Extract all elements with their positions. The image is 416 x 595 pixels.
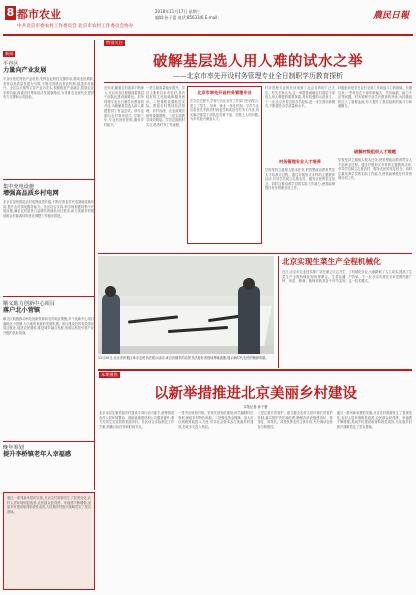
column-divider	[278, 256, 279, 368]
title-underline	[104, 82, 412, 83]
right-article	[282, 256, 412, 370]
bottom-article-body	[99, 402, 412, 590]
main-article-subtitle: ——北京市率先开设村务管理专业全日制职学历教育探析	[173, 72, 343, 80]
main-article-column-5	[338, 86, 412, 252]
sidebar-article-body: 北京市加快推进农村电网改造升级,不断完善农村充电基础设施布局,提升农村供电服务能力。各区结合实际,科学规划建设集中充电设施,满足农村居民日益增长的绿色出行需求,助力美丽乡村建设和农村能源结构优化调整工作稳步推进。	[3, 200, 94, 218]
column-name: 都市农业	[17, 8, 61, 21]
sidebar-article-kicker: 晚年筹划	[3, 445, 24, 451]
bottom-article-column-3: 三是注重长效管护。建立健全农村人居环境长效管护机制,落实管护责任和经费,确保各项设施建得好、管得住、用得长。四是发挥农民主体作用,充分调动农民参与积极性。	[257, 411, 333, 429]
sidebar-article-2[interactable]	[3, 182, 94, 294]
bottom-article-column-1: 北京市以实施美丽乡村建设专项行动为抓手,统筹推进农村人居环境整治、基础设施建设和公共服务提升,着力打造生态宜居的美丽乡村。各区结合实际制定工作方案,明确目标任务和时间节点。	[99, 411, 175, 429]
bottom-article-column-4: 通过一系列新举措的实施,北京农村面貌发生了显著变化,农村人居环境明显改善,农民群众获得感、幸福感不断增强,美丽乡村建设取得阶段性成效,为实施乡村振兴战略奠定了坚实基础。	[336, 411, 412, 429]
sidebar-bottom-body: 通过一系列新举措的实施,北京农村面貌发生了显著变化,农村人居环境明显改善,农民群众获得感、幸福感不断增强,美丽乡村建设取得阶段性成效,为实施乡村振兴战略奠定了坚实基础。	[7, 496, 91, 514]
newspaper-logo: 農民日報	[372, 11, 409, 21]
left-sidebar	[3, 40, 95, 490]
column-body: 村务管理专业的开设得到了社会各界的广泛关注。有关专家认为,这一举措是破解农村基层干部选人用人难题的重要探索,具有较强的示范意义。下一步,北京市将总结办学经验,进一步完善培养模式,不断提升办学质量和水平。	[265, 86, 335, 109]
calligraphy-photo[interactable]	[98, 256, 274, 354]
inset-box-title: 北京市率先开设村务管理专业	[197, 90, 252, 95]
sidebar-article-title: 落户北小营镇	[3, 307, 41, 314]
column-body: 村级组织是党在农村全部工作和战斗力的基础。长期以来,一些村存在干部年龄偏大、学历偏低、能力不足等问题。村务管理专业学历教育的开设,为村级组织注入了新鲜血液,有力提升了基层组织的战斗力和凝聚力。	[338, 86, 412, 109]
photo-person	[102, 294, 120, 354]
column-subhead: 村务管理专业人才培养	[279, 159, 321, 164]
main-article-inset-box	[187, 86, 262, 244]
sidebar-bottom-box	[3, 492, 95, 590]
sidebar-article-kicker: 顺义助力创新中心项目	[3, 301, 55, 307]
sidebar-divider	[3, 441, 94, 442]
photo-person	[238, 286, 260, 354]
issue-meta	[155, 9, 219, 21]
photo-person-head	[243, 278, 255, 290]
page-header	[3, 4, 413, 36]
bottom-article-column-2: 一是突出规划引领。坚持先规划后建设,科学编制村庄规划,保留乡村特色风貌。二是强化资金保障。加大市区两级财政投入力度,引导社会资本参与美丽乡村建设,形成多元投入格局。	[178, 411, 254, 429]
sidebar-divider	[3, 179, 94, 180]
right-article-title[interactable]: 北京实现生菜生产全程机械化	[282, 257, 381, 266]
section-divider	[98, 369, 412, 371]
issue-date: 2018年11月17日 星期三	[155, 9, 201, 14]
photo-person-head	[105, 286, 116, 297]
sidebar-article-4[interactable]	[3, 444, 94, 459]
sponsor-line: 中共北京市委农村工作委员会 北京市农村工作委员会协办	[17, 24, 134, 29]
column-subhead: 破解村级组织人才难题	[354, 149, 396, 154]
sidebar-article-3[interactable]	[3, 299, 94, 439]
sidebar-article-title: 提升李桥镇老年人幸福感	[3, 451, 72, 458]
main-article-column-4	[265, 86, 335, 252]
main-article-column-1: 近年来,随着农村改革不断深入,北京市各区积极探索基层干部队伍建设新路径。村务管理专业全日制学历教育的开设,为破解基层选人用人难题提供了有益尝试。该专业面向农村青年招生,学制三年,毕业后回村任职,服务乡村振兴。	[104, 86, 144, 127]
page-number: 8	[6, 6, 15, 19]
sidebar-article-kicker: 集中充电设施	[3, 184, 35, 190]
sidebar-tag: 新闻	[5, 51, 14, 56]
sidebar-article-body: 平谷区依托特色产业优势,发挥农业科技支撑作用,推动农民增收,坚持以高质量发展为引领,不断完善联农带农机制,促进乡村振兴。全区以大桃等主导产业为龙头,积极推进产业融合,拓展农业多种功能,探索农村集体经济发展新路径,为首都农业现代化提供有力支撑和示范经验。	[3, 77, 94, 100]
photo-caption: 11月20日,北京市怀柔区举办农民书法展示活动,来自各镇乡的农民书法爱好者现场挥毫泼墨,展示新时代农民的精神风貌。	[98, 356, 269, 360]
sidebar-article-title: 增强高品质乡村电网	[3, 190, 59, 197]
right-article-body: 近日,北京市农业技术推广站在顺义区召开生菜生产全程机械化现场观摩会。生菜从播种、育苗、移栽、植保到收获各个环节实现了机械化作业,大幅降低了人工成本,提高了生产效率。下一步,北京市将在全市范围内推广这一技术模式。	[282, 270, 412, 284]
bottom-article-tag: 本期聚焦	[101, 372, 118, 377]
bottom-article-columns	[99, 411, 412, 586]
sidebar-article-1[interactable]	[3, 59, 94, 177]
main-article-title[interactable]: 破解基层选人用人难的试水之举	[153, 53, 363, 70]
bottom-article-byline: 本报记者 孙子蕾	[243, 405, 268, 409]
column-body: 学校坚持立德树人根本任务,把思想政治教育贯穿人才培养全过程。通过开展形式多样的主题教育活动,引导学员树立扎根农村、服务农民的坚定信念。同时注重培养学员的实际工作能力,使其能够胜任村务管理各项工作。	[265, 168, 335, 191]
sidebar-article-body: 顺义区积极推动科技创新资源向农村地区集聚,多个创新中心项目落地北小营镇,为当地带来新的发展机遇。项目建成后将有效带动周边就业,促进农民增收,推进城乡融合发展,形成以科技引领产业升级的良好局面。	[3, 317, 94, 335]
sidebar-article-title: 力量向产业发展	[3, 67, 47, 74]
issue-editor: 编辑:孙子蕾 电话:85633/6 E-mail:	[155, 15, 219, 20]
sidebar-divider	[3, 296, 94, 297]
sidebar-article-kicker: 平谷区	[3, 61, 19, 67]
bottom-article-title[interactable]: 以新举措推进北京美丽乡村建设	[154, 385, 357, 402]
section-divider	[98, 253, 412, 254]
main-article-column-2: 一是生源质量稳步提升。学员主要来自本市农村,具有较好的文化基础和服务意识。二是课程设置贴近实际。围绕农村集体经济管理、乡村治理、农业政策法规等设置课程。三是实践教学成效明显。学员定期到村实习,熟悉村务工作流程。	[146, 86, 185, 127]
inset-box-body: 在办学过程中,学校与各区农村工作部门密切配合,建立了招生、培养、就业一体化机制。学员毕业后将优先安排到村两委任职或担任村务工作者,切实解决基层干部队伍青黄不接、后继乏人的问题,为乡村振兴储备人才。	[190, 99, 259, 122]
main-article-tag: 特别关注	[106, 40, 123, 45]
column-body: 学校坚持立德树人根本任务,把思想政治教育贯穿人才培养全过程。通过开展形式多样的主题教育活动,引导学员树立扎根农村、服务农民的坚定信念。同时注重培养学员的实际工作能力,使其能够胜任村务管理各项工作。	[338, 158, 412, 181]
